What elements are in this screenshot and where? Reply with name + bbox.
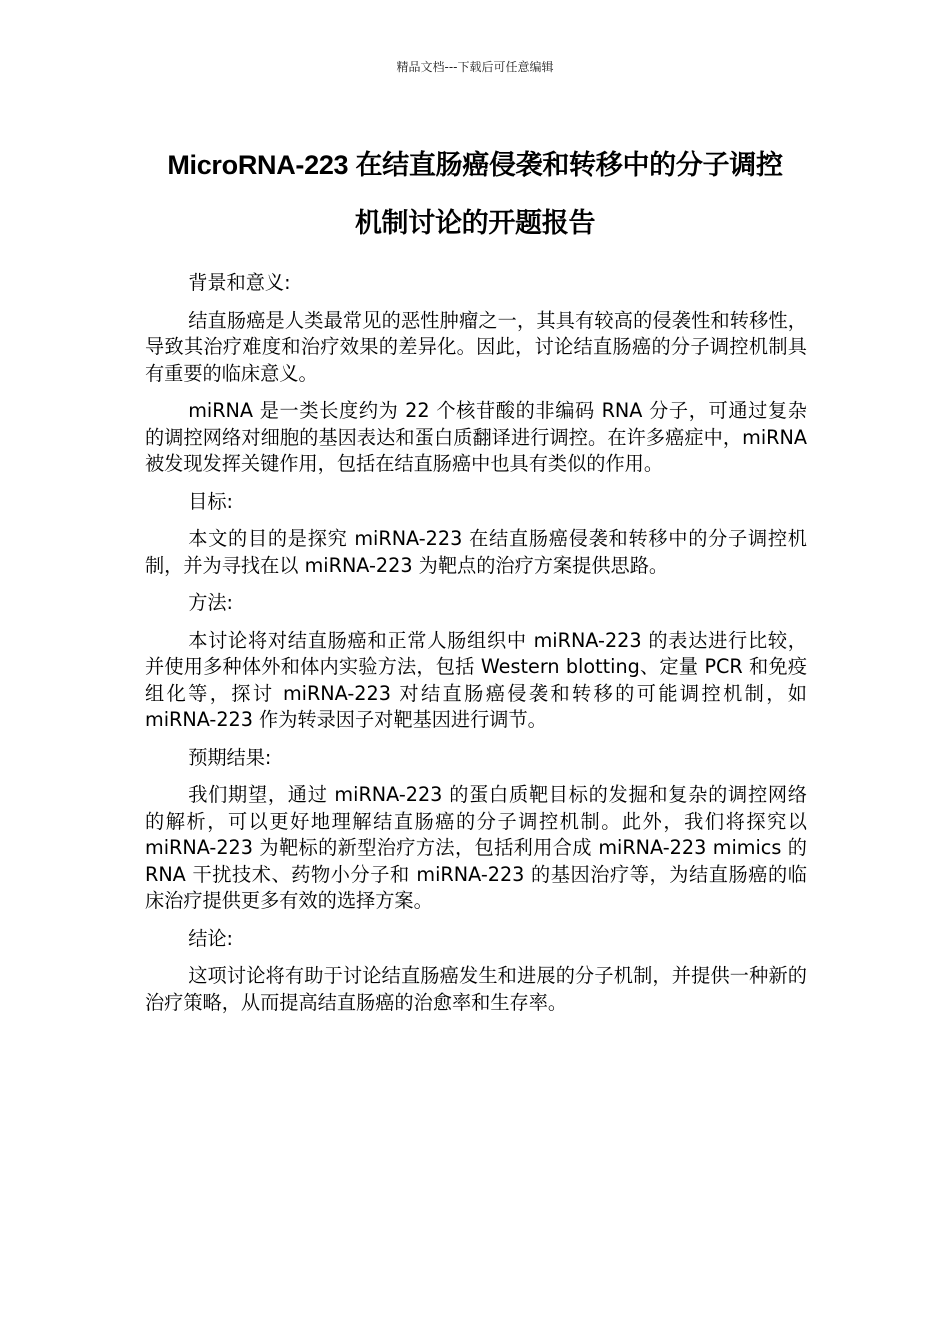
paragraph-goal-1: 本文的目的是探究 miRNA-223 在结直肠癌侵袭和转移中的分子调控机制，并为寻找在以 miRNA-223 为靶点的治疗方案提供思路。	[145, 527, 807, 577]
document-title	[100, 136, 850, 252]
paragraph-conclusion-1: 这项讨论将有助于讨论结直肠癌发生和进展的分子机制，并提供一种新的治疗策略，从而提高结直肠癌的治愈率和生存率。	[145, 964, 807, 1014]
section-heading-method: 方法:	[188, 591, 234, 614]
paragraph-method-1: 本讨论将对结直肠癌和正常人肠组织中 miRNA-223 的表达进行比较，并使用多种体外和体内实验方法，包括 Western blotting、定量 PCR 和免疫组化等，探讨 miRNA-223 对结直肠癌侵袭和转移的可能调控机制，如 miRNA-223 作为转录因子对靶基因进行调节。	[145, 628, 807, 731]
paragraph-background-2: miRNA 是一类长度约为 22 个核苷酸的非编码 RNA 分子，可通过复杂的调控网络对细胞的基因表达和蛋白质翻译进行调控。在许多癌症中，miRNA 被发现发挥关键作用，包括在结直肠癌中也具有类似的作用。	[145, 399, 807, 475]
paragraph-background-1: 结直肠癌是人类最常见的恶性肿瘤之一，其具有较高的侵袭性和转移性，导致其治疗难度和治疗效果的差异化。因此，讨论结直肠癌的分子调控机制具有重要的临床意义。	[145, 308, 807, 385]
header-note: 精品文档---下载后可任意编辑	[396, 60, 554, 74]
paragraph-expected-results-1: 我们期望，通过 miRNA-223 的蛋白质靶目标的发掘和复杂的调控网络的解析，可以更好地理解结直肠癌的分子调控机制。此外，我们将探究以 miRNA-223 为靶标的新型治疗方法，包括利用合成 miRNA-223 mimics 的 RNA 干扰技术、药物小分子和 miRNA-223 的基因治疗等，为结直肠癌的临床治疗提供更多有效的选择方案。	[145, 783, 807, 912]
title-line-1: MicroRNA-223 在结直肠癌侵袭和转移中的分子调控	[167, 150, 783, 180]
document-body	[145, 270, 807, 1027]
title-line-2: 机制讨论的开题报告	[354, 208, 596, 238]
section-heading-conclusion: 结论:	[188, 926, 234, 950]
section-heading-goal: 目标:	[188, 489, 234, 513]
section-heading-background: 背景和意义:	[188, 271, 291, 294]
section-heading-expected-results: 预期结果:	[188, 745, 272, 769]
